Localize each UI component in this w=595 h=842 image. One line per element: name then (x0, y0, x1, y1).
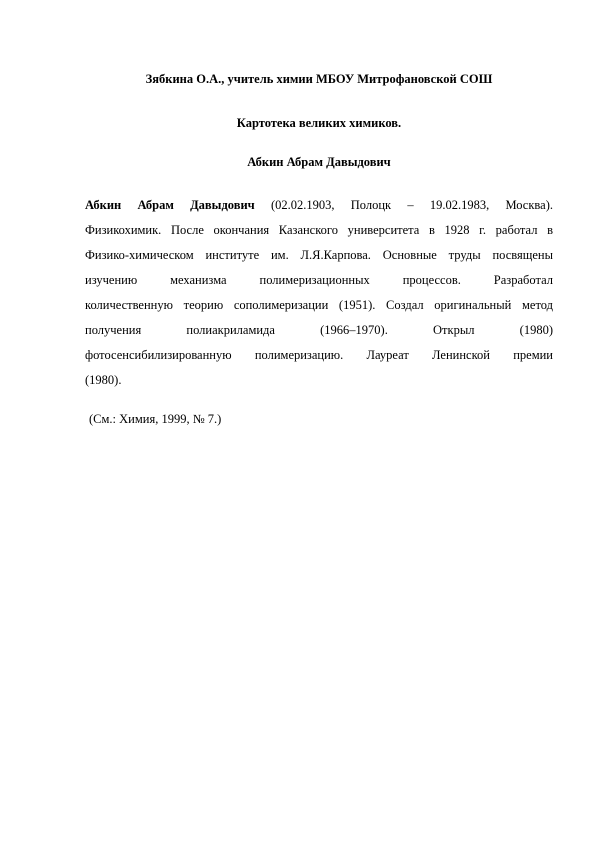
article-line: Физико-химическом институте им. Л.Я.Карпова. Основные труды посвящены (85, 248, 553, 262)
article-name-bold: Абкин Абрам Давыдович (85, 198, 255, 212)
article-line: изучению механизма полимеризационных процессов. Разработал (85, 273, 553, 287)
author-line: Зябкина О.А., учитель химии МБОУ Митрофановской СОШ (145, 72, 493, 86)
article-line: фотосенсибилизированную полимеризацию. Лауреат Ленинской премии (85, 348, 553, 362)
article-body (85, 193, 553, 393)
source-reference: (См.: Химия, 1999, № 7.) (89, 412, 222, 426)
document-title: Картотека великих химиков. (236, 116, 402, 130)
article-line: Физикохимик. После окончания Казанского университета в 1928 г. работал в (85, 223, 553, 237)
article-line: (1980). (85, 373, 122, 387)
person-name-heading: Абкин Абрам Давыдович (247, 155, 391, 169)
article-line-text: (02.02.1903, Полоцк – 19.02.1983, Москва). (254, 198, 553, 212)
article-line: получения полиакриламида (1966–1970). Открыл (1980) (85, 323, 553, 337)
article-line: количественную теорию сополимеризации (1951). Создал оригинальный метод (85, 298, 553, 312)
article-line (85, 193, 553, 218)
